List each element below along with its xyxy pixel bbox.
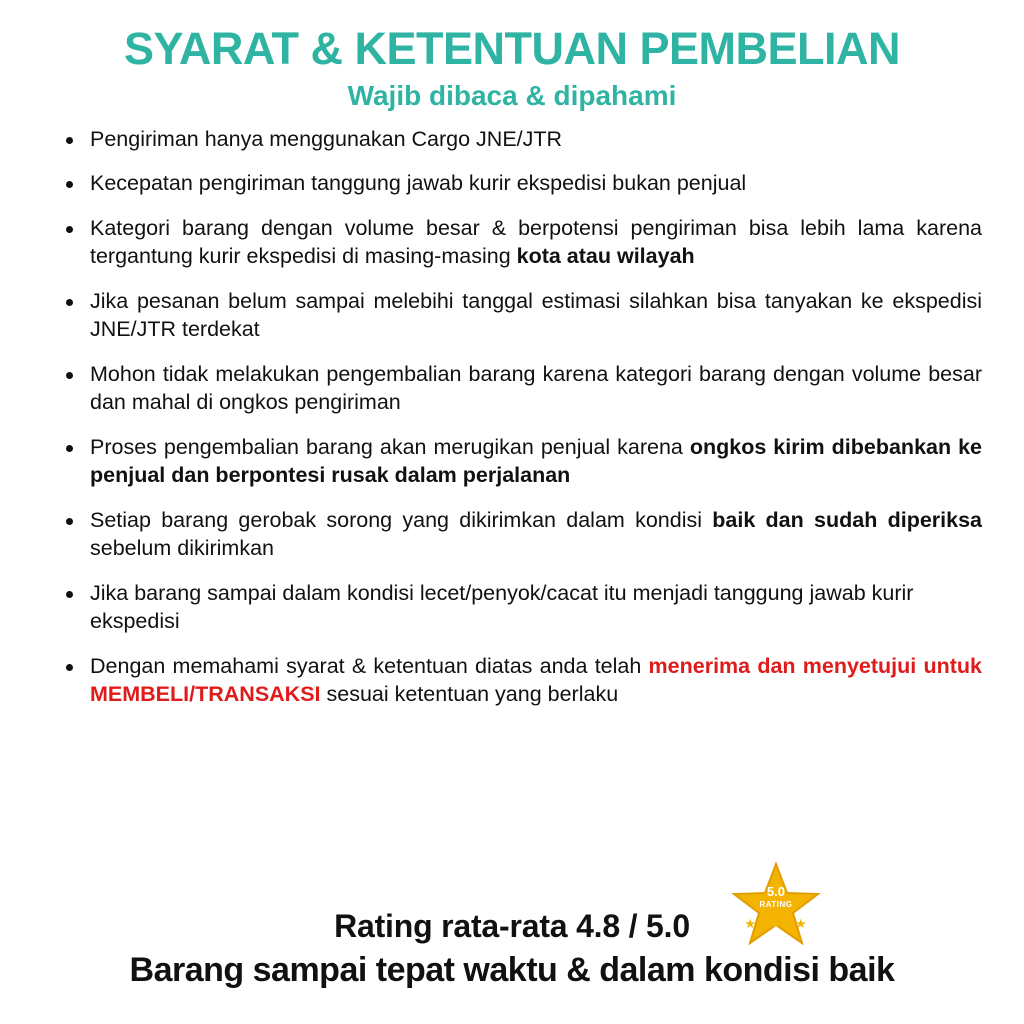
rating-badge-score: 5.0 — [766, 884, 786, 899]
terms-list — [34, 126, 990, 709]
term-text-run: sesuai ketentuan yang berlaku — [320, 681, 619, 706]
term-text-run: Jika pesanan belum sampai melebihi tanggal estimasi silahkan bisa tanyakan ke ekspedisi JNE/JTR terdekat — [90, 289, 982, 342]
rating-badge-stars: ★★★★★ — [744, 916, 808, 931]
term-item — [60, 434, 982, 490]
term-text-run: kota atau wilayah — [516, 244, 695, 269]
term-text-run: Dengan memahami syarat & ketentuan diatas anda telah — [90, 653, 649, 678]
term-text-run: menerima dan menyetujui untuk MEMBELI/TRANSAKSI — [90, 653, 982, 706]
term-text-run: Kategori barang dengan volume besar & berpotensi pengiriman bisa lebih lama karena tergantung kurir ekspedisi di masing-masing — [90, 216, 982, 269]
term-item — [60, 507, 982, 563]
page-subtitle: Wajib dibaca & dipahami — [347, 79, 677, 111]
term-text-run: Mohon tidak melakukan pengembalian barang karena kategori barang dengan volume besar dan mahal di ongkos pengiriman — [90, 362, 982, 415]
term-text-run: Jika barang sampai dalam kondisi lecet/penyok/cacat itu menjadi tanggung jawab kurir ekspedisi — [90, 580, 914, 633]
term-item — [60, 126, 982, 154]
footer — [0, 908, 1024, 990]
term-text-run: baik dan sudah diperiksa — [712, 507, 982, 532]
term-text-run: Setiap barang gerobak sorong yang dikirimkan dalam kondisi — [90, 507, 713, 532]
term-item — [60, 215, 982, 271]
term-item — [60, 580, 982, 636]
rating-badge-label: RATING — [759, 900, 793, 909]
term-text-run: Pengiriman hanya menggunakan Cargo JNE/JTR — [90, 126, 563, 151]
page-title: SYARAT & KETENTUAN PEMBELIAN — [123, 23, 901, 74]
term-item — [60, 170, 982, 198]
term-item — [60, 361, 982, 417]
delivery-promise-text: Barang sampai tepat waktu & dalam kondisi baik — [129, 951, 895, 989]
term-text-run: sebelum dikirimkan — [90, 535, 275, 560]
term-item — [60, 653, 982, 709]
term-text-run: Proses pengembalian barang akan merugikan penjual karena — [90, 435, 690, 459]
term-text-run: Kecepatan pengiriman tanggung jawab kurir ekspedisi bukan penjual — [90, 171, 747, 196]
rating-average-text: Rating rata-rata 4.8 / 5.0 — [334, 908, 690, 944]
term-item — [60, 288, 982, 344]
term-text-run: ongkos kirim dibebankan ke penjual dan berpontesi rusak dalam perjalanan — [90, 435, 983, 487]
